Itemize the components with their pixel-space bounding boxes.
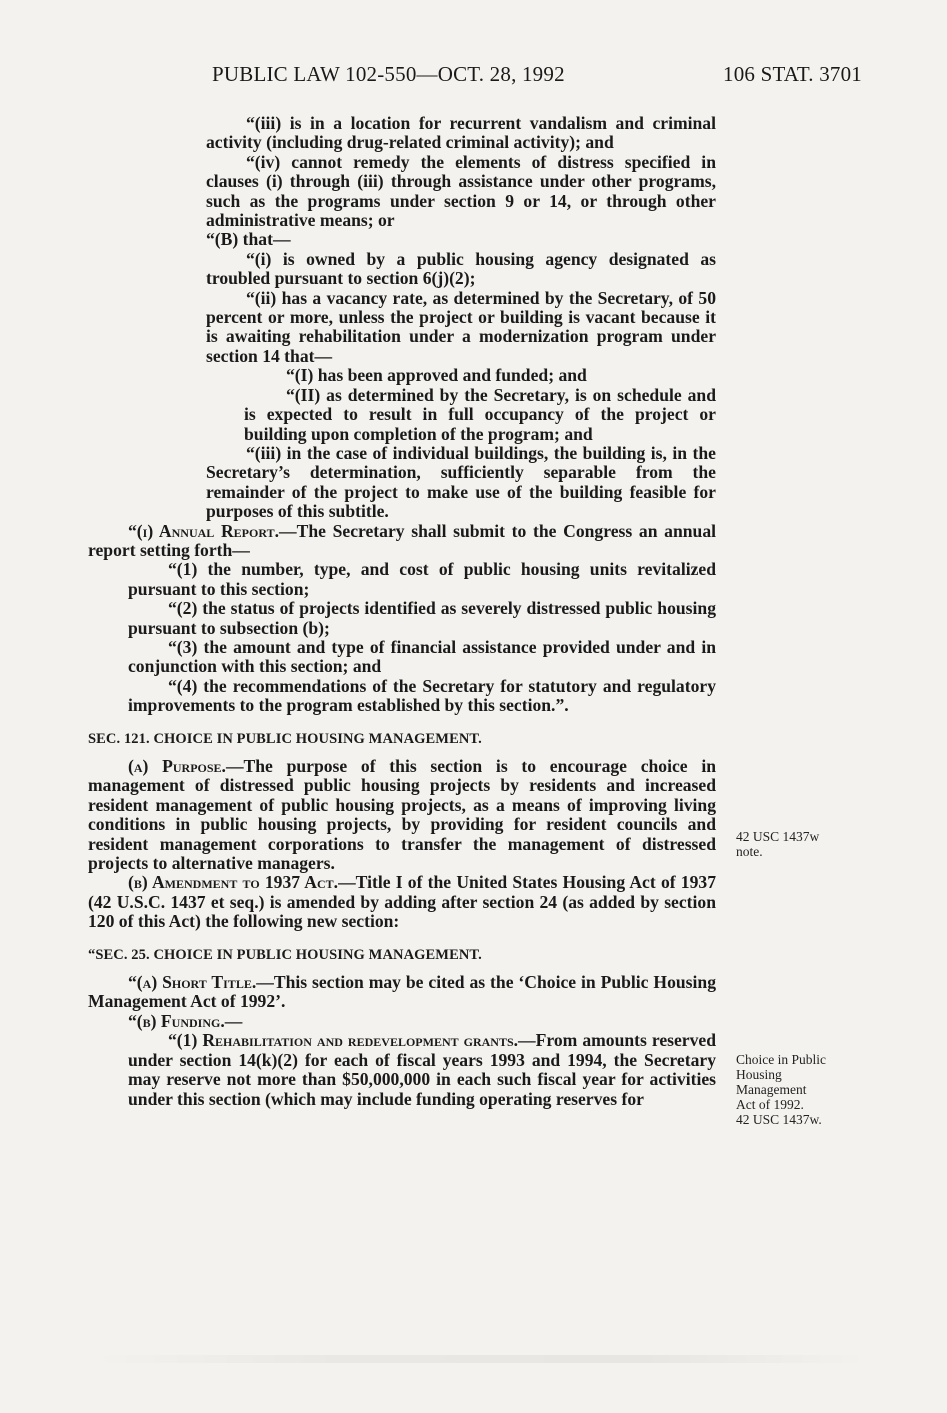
paragraph: “(ii) has a vacancy rate, as determined by the Secretary, of 50 percent or more, unless the project or building is vacant because it is awaiting rehabilitation under a modernization program under section 14 that— (206, 287, 716, 366)
paragraph-text: —From amounts reserved under section 14(k)(2) for each of fiscal years 1993 and 1994, the Secretary may reserve not more than $50,000,000 in each such fiscal year for activities under this section (which may include funding operating reserves for (128, 1030, 717, 1109)
paragraph (88, 973, 716, 1012)
margin-note-citation (736, 829, 886, 859)
subsection-heading: “(1) Rehabilitation and redevelopment grants. (168, 1030, 519, 1051)
paragraph (88, 873, 716, 931)
margin-note-line: Choice in Public (736, 1052, 826, 1067)
section-heading: “SEC. 25. CHOICE IN PUBLIC HOUSING MANAGEMENT. (88, 946, 482, 963)
paragraph: “(iv) cannot remedy the elements of distress specified in clauses (i) through (iii) through assistance under other programs, such as the programs under section 9 or 14, or through other administrative means; or (206, 151, 716, 231)
margin-note-line: 42 USC 1437w. (736, 1112, 822, 1127)
margin-note-line: Housing (736, 1067, 782, 1082)
margin-note-line: 42 USC 1437w (736, 829, 820, 844)
paragraph (88, 757, 716, 873)
margin-note-line: note. (736, 844, 763, 859)
paragraph: “(i) is owned by a public housing agency designated as troubled pursuant to section 6(j)(2); (206, 248, 716, 289)
subsection-heading: “(a) Short Title. (128, 972, 257, 993)
paragraph: “(4) the recommendations of the Secretary for statutory and regulatory improvements to the program established by this section.”. (128, 675, 716, 716)
paragraph: “(II) as determined by the Secretary, is on schedule and is expected to result in full occupancy of the project or building upon completion of the program; and (244, 384, 716, 444)
subsection-heading: (a) Purpose. (128, 756, 226, 776)
header-title: PUBLIC LAW 102-550—OCT. 28, 1992 (212, 62, 565, 86)
paragraph-text: —Title I of the United States Housing Act of 1937 (42 U.S.C. 1437 et seq.) is amended by adding after section 24 (as added by section 120 of this Act) the following new section: (88, 872, 716, 932)
paragraph: “(iii) is in a location for recurrent vandalism and criminal activity (including drug-related criminal activity); and (206, 113, 716, 153)
paragraph-text: —This section may be cited as the ‘Choice in Public Housing Management Act of 1992’. (88, 972, 716, 1012)
margin-note-short-title (736, 1052, 886, 1127)
paragraph (88, 1012, 716, 1031)
paragraph (88, 1031, 716, 1109)
subsection-heading: (b) Amendment to 1937 Act. (128, 872, 339, 893)
subsection-heading: “(i) Annual Report. (128, 520, 279, 541)
paragraph-text: —The purpose of this section is to encourage choice in management of distressed public housing projects by residents and increased resident management of public housing projects, as a means of improving living conditions in public housing projects, by providing for resident councils and resident management corporations to transfer the management of distressed projects to alternative managers. (88, 756, 716, 874)
subsection-heading: “(b) Funding. (128, 1010, 225, 1031)
paragraph (88, 522, 716, 561)
scan-smudge (90, 1355, 870, 1363)
header-stat: 106 STAT. 3701 (723, 62, 862, 86)
margin-note-line: Act of 1992. (736, 1097, 804, 1112)
paragraph-text: —The Secretary shall submit to the Congress an annual report setting forth— (88, 520, 716, 560)
paragraph: “(3) the amount and type of financial assistance provided under and in conjunction with this section; and (128, 636, 716, 677)
paragraph-text: — (224, 1010, 243, 1031)
paragraph: “(1) the number, type, and cost of public housing units revitalized pursuant to this section; (128, 559, 716, 599)
paragraph: “(2) the status of projects identified as severely distressed public housing pursuant to subsection (b); (128, 598, 716, 638)
margin-note-line: Management (736, 1082, 807, 1097)
page-header (212, 62, 862, 92)
paragraph: “(B) that— (206, 229, 291, 250)
paragraph: “(iii) in the case of individual buildings, the building is, in the Secretary’s determination, sufficiently separable from the remainder of the project to make use of the building feasible for purposes of this subtitle. (206, 442, 716, 522)
body-text (88, 114, 716, 1109)
section-heading: SEC. 121. CHOICE IN PUBLIC HOUSING MANAGEMENT. (88, 730, 482, 747)
paragraph: “(I) has been approved and funded; and (286, 365, 587, 386)
